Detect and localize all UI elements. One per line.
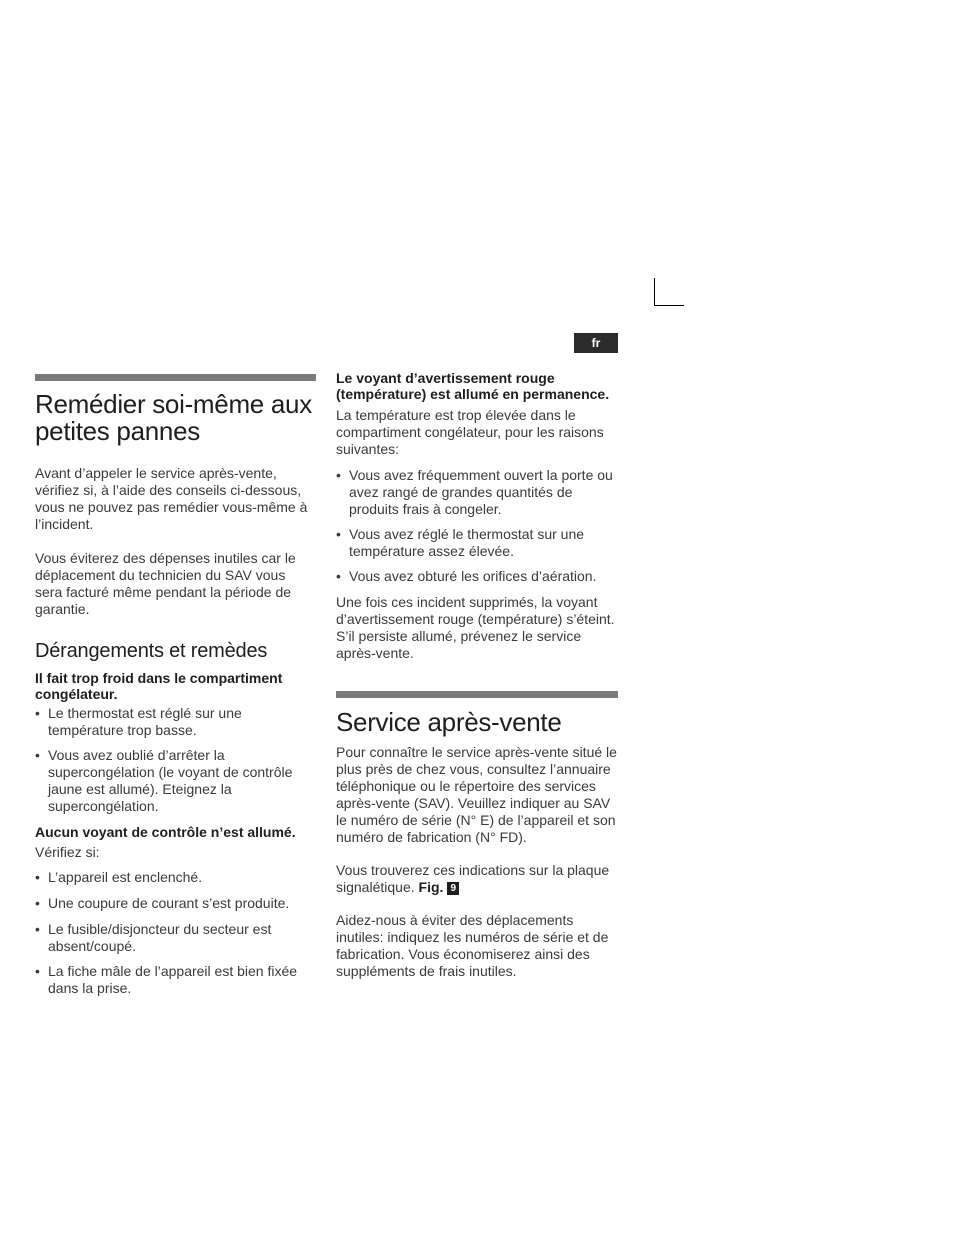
list-item: • Le fusible/disjoncteur du secteur est absent/coupé. — [35, 921, 316, 955]
crop-mark-vertical — [654, 278, 655, 306]
problem-lead: La température est trop élevée dans le compartiment congélateur, pour les raisons suivantes: — [336, 407, 604, 457]
figure-label: Fig. — [418, 879, 444, 895]
section-rule — [35, 374, 316, 381]
problem-list — [35, 705, 316, 815]
service-paragraph: Aidez-nous à éviter des déplacements inutiles: indiquez les numéros de série et de fabrication. Vous économiserez ainsi des suppléments de frais inutiles. — [336, 912, 609, 979]
page-title: Remédier soi-même aux petites pannes — [35, 389, 312, 446]
problem-heading: Il fait trop froid dans le compartiment congélateur. — [35, 670, 283, 702]
service-paragraph: Pour connaître le service après-vente situé le plus près de chez vous, consultez l’annuaire téléphonique ou le répertoire des services après-vente (SAV). Veuillez indiquer au SAV le numéro de série (N° E) de l’appareil et son numéro de fabrication (N° FD). — [336, 744, 617, 845]
language-tag: fr — [574, 333, 618, 353]
intro-paragraph: Avant d’appeler le service après-vente, vérifiez si, à l’aide des conseils ci-dessous, vous ne pouvez pas remédier vous-même à l’incident. — [35, 465, 308, 532]
problem-list — [336, 467, 618, 585]
list-item: • Vous avez oublié d’arrêter la supercongélation (le voyant de contrôle jaune est allumé). Eteignez la supercongélation. — [35, 747, 316, 815]
section-rule — [336, 691, 618, 698]
list-item: • L’appareil est enclenché. — [35, 869, 316, 886]
list-item: • Une coupure de courant s’est produite. — [35, 895, 316, 912]
problem-list — [35, 869, 316, 997]
intro-paragraph: Vous éviterez des dépenses inutiles car le déplacement du technicien du SAV vous sera facturé même pendant la période de garantie. — [35, 550, 296, 617]
problem-heading: Aucun voyant de contrôle n’est allumé. — [35, 824, 296, 840]
list-item: • La fiche mâle de l’appareil est bien fixée dans la prise. — [35, 963, 316, 997]
crop-mark-horizontal — [654, 305, 684, 306]
problem-heading: Le voyant d’avertissement rouge (température) est allumé en permanence. — [336, 370, 610, 402]
problem-followup: Une fois ces incident supprimés, la voyant d’avertissement rouge (température) s’éteint. S’il persiste allumé, prévenez le service après-vente. — [336, 594, 615, 661]
service-paragraph — [336, 862, 618, 896]
section-subtitle: Dérangements et remèdes — [35, 640, 268, 662]
list-item: • Vous avez obturé les orifices d’aération. — [336, 568, 618, 585]
left-column — [35, 374, 316, 997]
problem-lead: Vérifiez si: — [35, 843, 100, 860]
list-item: • Le thermostat est réglé sur une température trop basse. — [35, 705, 316, 739]
service-paragraph-text: Vous trouverez ces indications sur la plaque signalétique. — [336, 862, 610, 895]
right-column — [336, 371, 618, 980]
list-item: • Vous avez fréquemment ouvert la porte ou avez rangé de grandes quantités de produits frais à congeler. — [336, 467, 618, 518]
service-title: Service après-vente — [336, 707, 562, 737]
figure-number-badge: 9 — [447, 882, 459, 895]
list-item: • Vous avez réglé le thermostat sur une température assez élevée. — [336, 526, 618, 560]
